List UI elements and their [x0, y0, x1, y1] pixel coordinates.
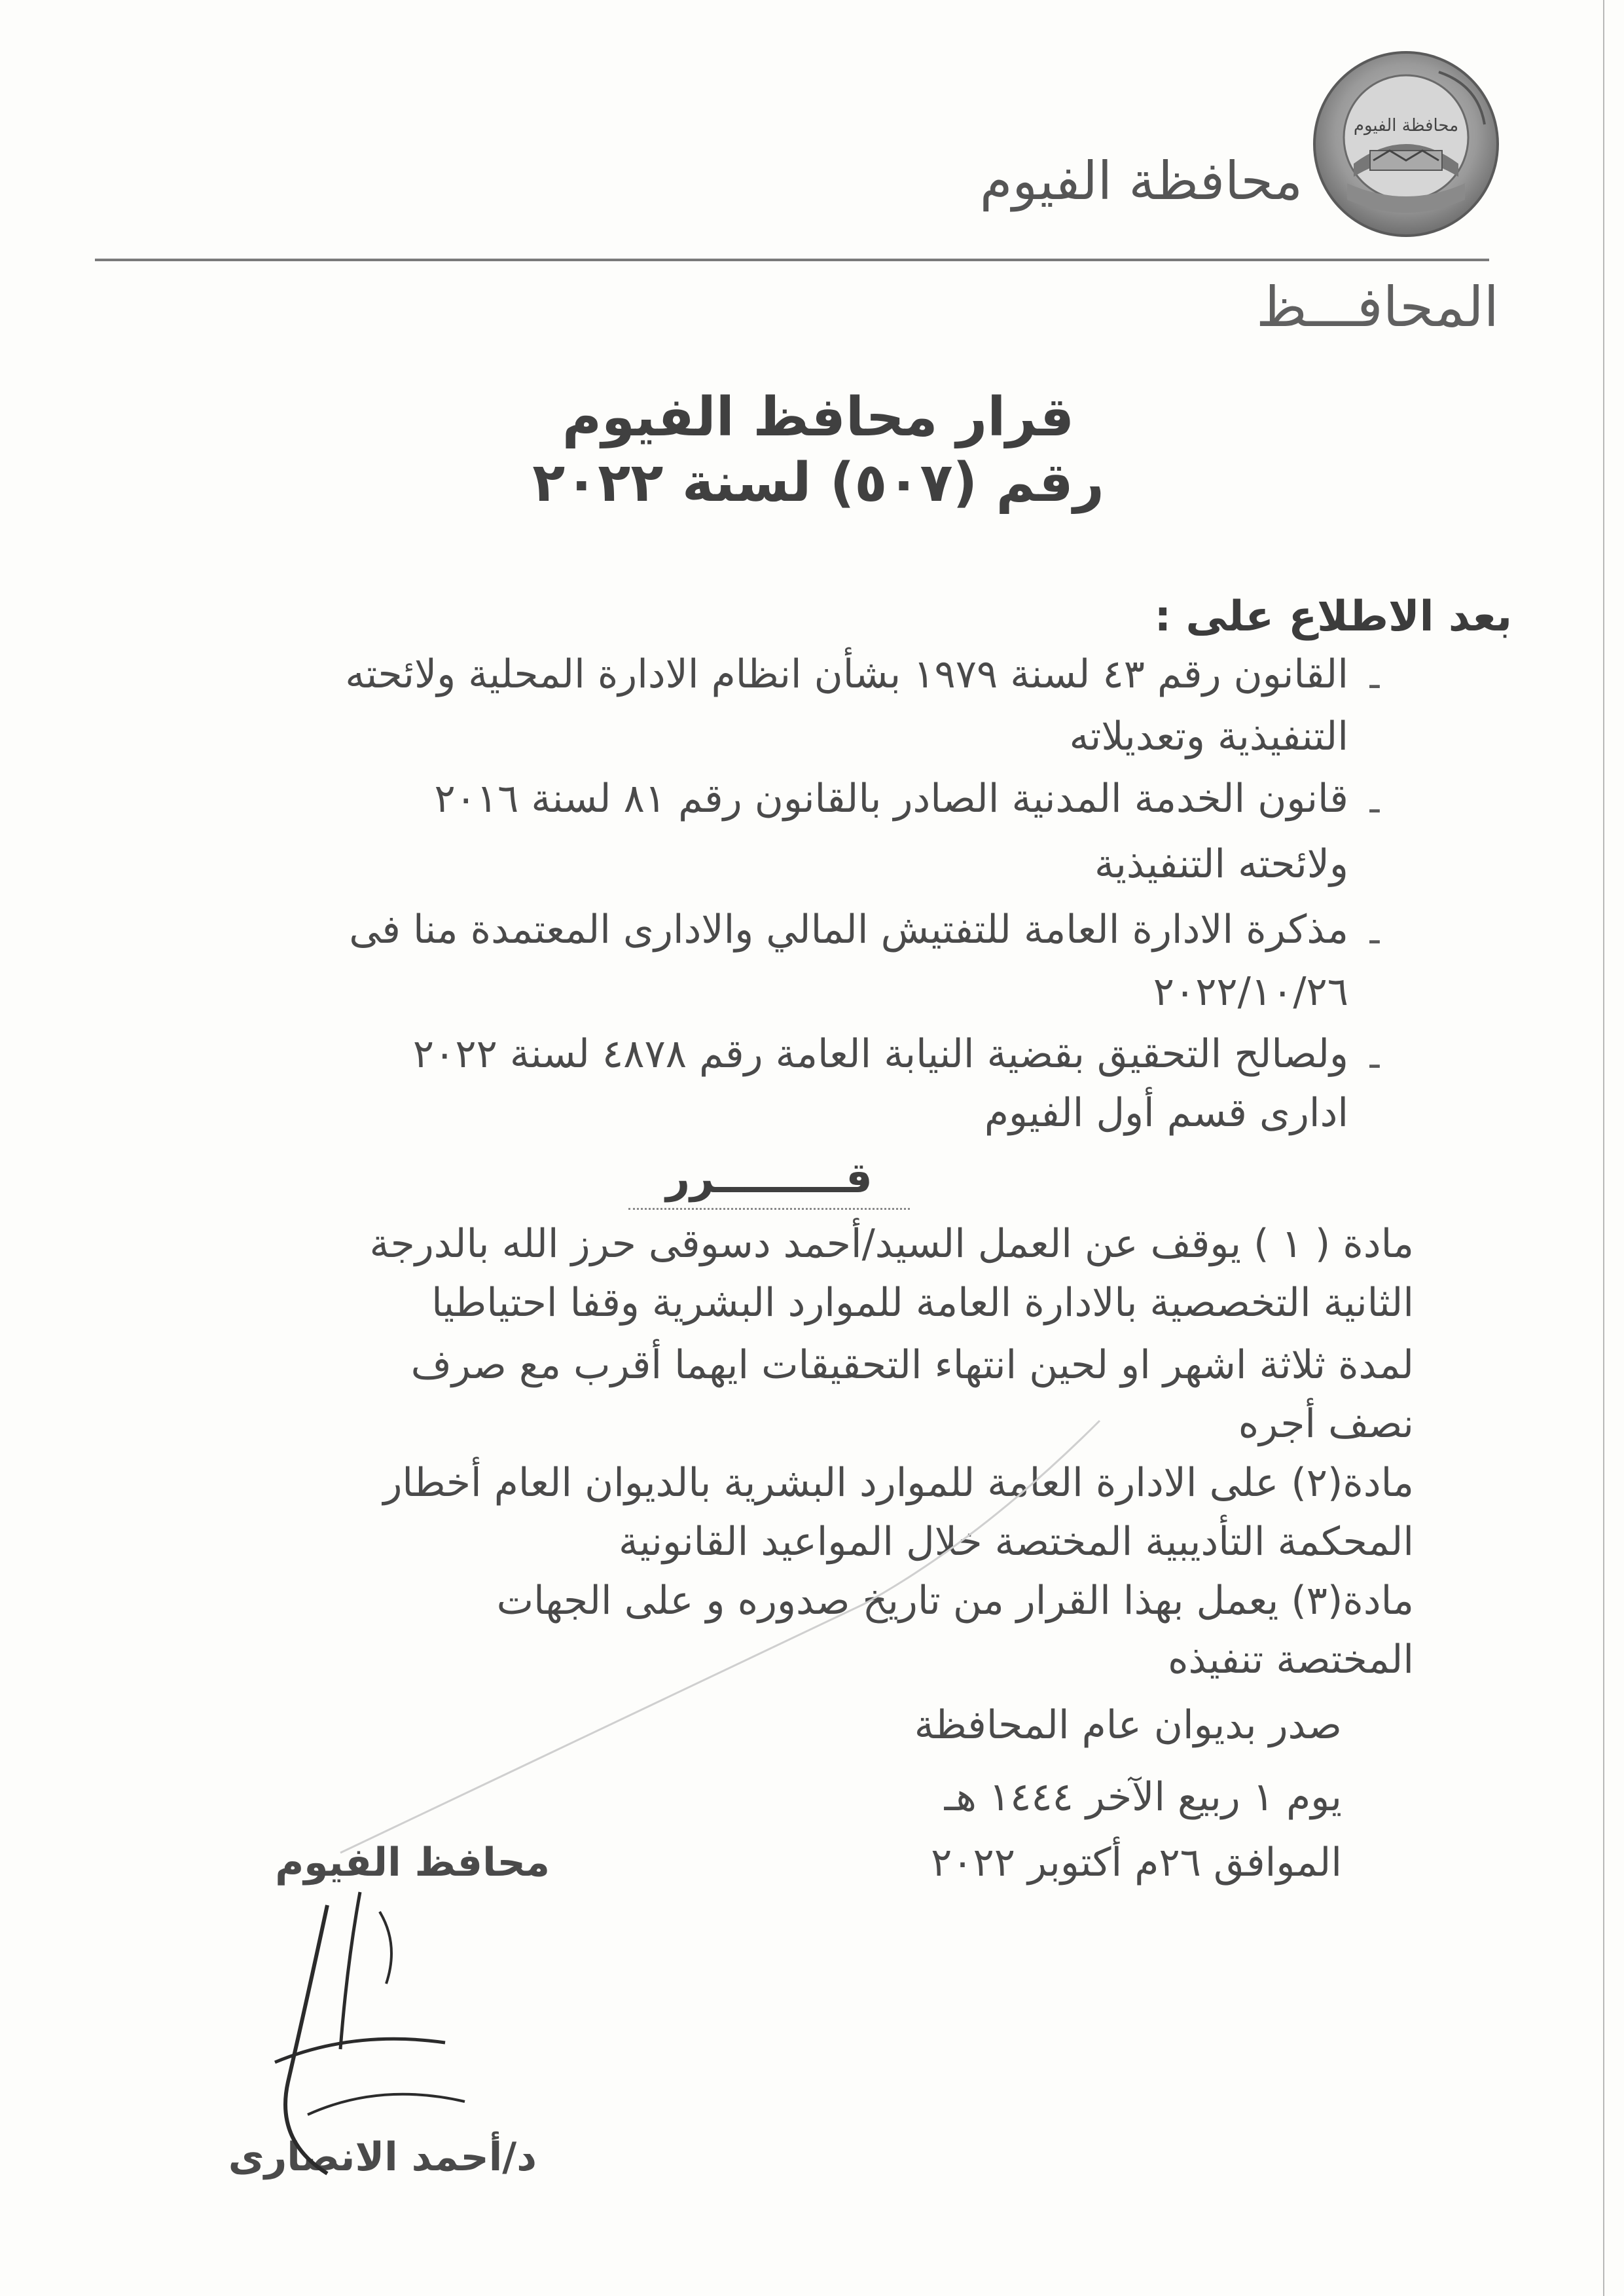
- article-1-line-2: الثانية التخصصية بالادارة العامة للموارد البشرية وقفا احتياطيا: [431, 1280, 1414, 1326]
- decree-heading: قـــــــــرر: [628, 1149, 910, 1210]
- header-governorate-name: محافظة الفيوم: [979, 151, 1303, 211]
- article-1-line-3: لمدة ثلاثة اشهر او لحين انتهاء التحقيقات ايهما أقرب مع صرف: [410, 1342, 1414, 1388]
- bullet-3: -: [1367, 917, 1382, 962]
- article-3-line-1: مادة(٣) يعمل بهذا القرار من تاريخ صدوره و على الجهات: [496, 1578, 1414, 1624]
- decision-title: قرار محافظ الفيوم: [562, 386, 1075, 448]
- article-1-line-1: مادة ( ١ ) يوقف عن العمل السيد/أحمد دسوقى حرز الله بالدرجة: [369, 1221, 1414, 1267]
- scan-ghost-marks: [327, 1408, 1113, 1866]
- scan-edge-line: [1603, 0, 1604, 2296]
- bullet-2: -: [1367, 786, 1382, 831]
- preamble-item-4-line-2: ادارى قسم أول الفيوم: [984, 1090, 1348, 1136]
- signatory-title: محافظ الفيوم: [275, 1840, 550, 1886]
- decision-number: رقم (٥٠٧) لسنة ٢٠٢٢: [532, 452, 1104, 514]
- preamble-item-3-line-2: ٢٠٢٢/١٠/٢٦: [1153, 969, 1348, 1015]
- office-title: المحافـــظ: [1255, 275, 1499, 339]
- preamble-item-1-line-2: التنفيذية وتعديلاته: [1069, 714, 1348, 759]
- article-1-line-4: نصف أجره: [1238, 1401, 1414, 1447]
- preamble-item-4-line-1: ولصالح التحقيق بقضية النيابة العامة رقم ٤٨٧٨ لسنة ٢٠٢٢: [412, 1031, 1348, 1077]
- preamble-item-3-line-1: مذكرة الادارة العامة للتفتيش المالي والادارى المعتمدة منا فى: [349, 907, 1348, 953]
- article-2-line-2: المحكمة التأديبية المختصة خلال المواعيد القانونية: [619, 1519, 1414, 1565]
- bullet-4: -: [1367, 1041, 1382, 1087]
- preamble-item-1-line-1: القانون رقم ٤٣ لسنة ١٩٧٩ بشأن انظام الادارة المحلية ولائحته: [345, 651, 1348, 697]
- article-3-line-2: المختصة تنفيذه: [1168, 1637, 1414, 1683]
- issuance-place: صدر بديوان عام المحافظة: [914, 1702, 1342, 1748]
- preamble-item-2-line-2: ولائحته التنفيذية: [1094, 841, 1348, 887]
- handwritten-signature: [249, 1866, 576, 2206]
- seal-text: محافظة الفيوم: [1353, 116, 1459, 136]
- issuance-gregorian-date: الموافق ٢٦م أكتوبر ٢٠٢٢: [931, 1840, 1342, 1886]
- header-divider: [95, 259, 1489, 261]
- governorate-seal-logo: [1308, 46, 1504, 242]
- issuance-hijri-date: يوم ١ ربيع الآخر ١٤٤٤ هـ: [944, 1774, 1342, 1820]
- preamble-item-2-line-1: قانون الخدمة المدنية الصادر بالقانون رقم ٨١ لسنة ٢٠١٦: [434, 776, 1348, 822]
- article-2-line-1: مادة(٢) على الادارة العامة للموارد البشرية بالديوان العام أخطار: [383, 1460, 1414, 1506]
- preamble-heading: بعد الاطلاع على :: [1154, 592, 1512, 641]
- bullet-1: -: [1367, 661, 1382, 707]
- signatory-name: د/أحمد الانصارى: [228, 2134, 537, 2180]
